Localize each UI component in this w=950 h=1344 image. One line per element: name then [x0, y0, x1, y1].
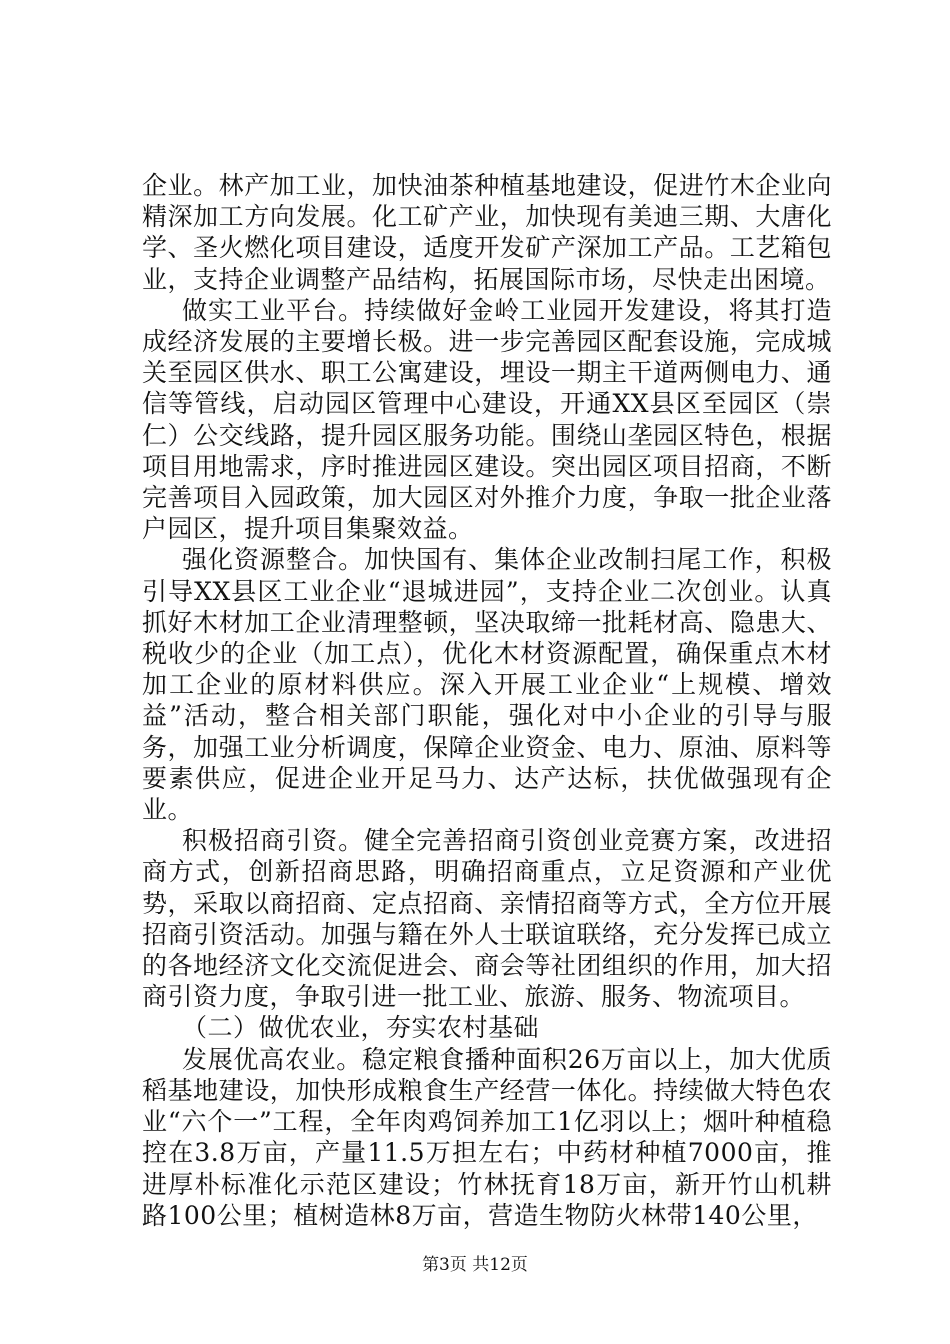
section-heading-agriculture: （二）做优农业，夯实农村基础	[182, 1013, 540, 1043]
paragraph-continuation: 企业。林产加工业，加快油茶种植基地建设，促进竹木企业向精深加工方向发展。化工矿产业，加快现有美迪三期、大唐化学、圣火燃化项目建设，适度开发矿产深加工产品。工艺箱包业，支持企业调整产品结构，拓展国际市场，尽快走出困境。	[142, 171, 832, 294]
paragraph-investment-attraction: 积极招商引资。健全完善招商引资创业竞赛方案，改进招商方式，创新招商思路，明确招商重点，立足资源和产业优势，采取以商招商、定点招商、亲情招商等方式，全方位开展招商引资活动。加强与籍在外人士联谊联络，充分发挥已成立的各地经济文化交流促进会、商会等社团组织的作用，加大招商引资力度，争取引进一批工业、旅游、服务、物流项目。	[142, 826, 832, 1012]
paragraph-industrial-platform: 做实工业平台。持续做好金岭工业园开发建设，将其打造成经济发展的主要增长极。进一步完善园区配套设施，完成城关至园区供水、职工公寓建设，埋设一期主干道两侧电力、通信等管线，启动园区管理中心建设，开通XX县区至园区（崇仁）公交线路，提升园区服务功能。围绕山垄园区特色，根据项目用地需求，序时推进园区建设。突出园区项目招商，不断完善项目入园政策，加大园区对外推介力度，争取一批企业落户园区，提升项目集聚效益。	[142, 295, 832, 544]
paragraph-resource-integration: 强化资源整合。加快国有、集体企业改制扫尾工作，积极引导XX县区工业企业“退城进园”，支持企业二次创业。认真抓好木材加工企业清理整顿，坚决取缔一批耗材高、隐患大、税收少的企业（加工点），优化木材资源配置，确保重点木材加工企业的原材料供应。深入开展工业企业“上规模、增效益”活动，整合相关部门职能，强化对中小企业的引导与服务，加强工业分析调度，保障企业资金、电力、原油、原料等要素供应，促进企业开足马力、达产达标，扶优做强现有企业。	[142, 545, 832, 825]
document-body	[142, 170, 832, 1231]
page-footer	[0, 1250, 950, 1275]
page-number-label: 第3页 共12页	[422, 1255, 528, 1275]
paragraph-agriculture-development: 发展优高农业。稳定粮食播种面积26万亩以上，加大优质稻基地建设，加快形成粮食生产经营一体化。持续做大特色农业“六个一”工程，全年肉鸡饲养加工1亿羽以上；烟叶种植稳控在3.8万亩，产量11.5万担左右；中药材种植7000亩，推进厚朴标准化示范区建设；竹林抚育18万亩，新开竹山机耕路100公里；植树造林8万亩，营造生物防火林带140公里，	[142, 1044, 832, 1230]
